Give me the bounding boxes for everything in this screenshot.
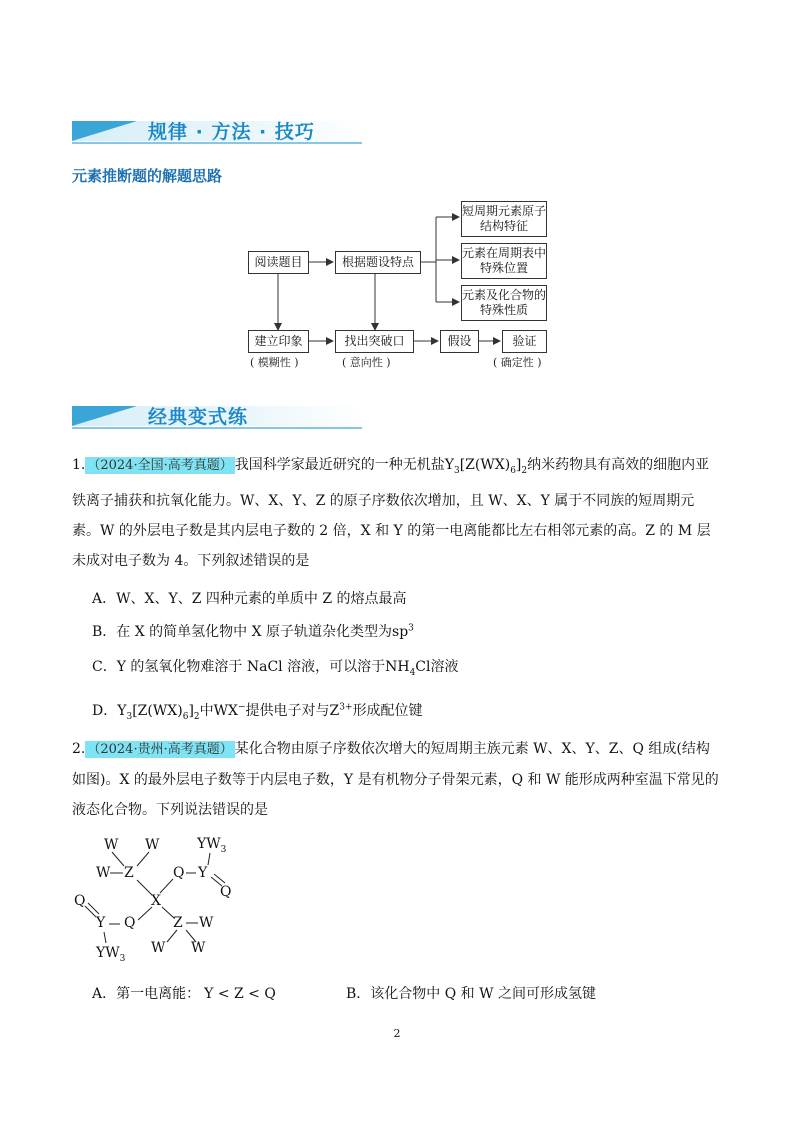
flow-box-impression: 建立印象 xyxy=(248,330,309,353)
group-yw3: $YW_3$ xyxy=(197,836,227,855)
option-c-text-b: 溶液 xyxy=(430,659,459,675)
question-text-b: 纳米药物具有高效的细胞内亚铁离子捕获和抗氧化能力。W、X、Y、Z 的原子序数依次增加，且 W、X、Y 属于不同族的短周期元素。W 的外层电子数是其内层电子数的 2 倍，X 和 Y 的第一电离能都比左右相邻元素的高。Z 的 M 层未成对电子数为 4。下列叙述错误的是 xyxy=(72,457,711,569)
q1-option-a: A．W、X、Y、Z 四种元素的单质中 Z 的熔点最高 xyxy=(92,591,407,607)
atom-y: Y xyxy=(96,915,106,931)
option-a-text: A．第一电离能： xyxy=(92,986,201,1002)
formula-salt: $Y_3[Z(WX)_6]_2$ xyxy=(444,457,528,476)
atom-w: W xyxy=(199,915,214,931)
option-d-text-c: 形成配位键 xyxy=(352,703,423,719)
option-d-text-b: 提供电子对与 xyxy=(245,703,330,719)
source-tag: （2024·贵州·高考真题） xyxy=(87,742,233,757)
atom-z: Z xyxy=(124,865,134,881)
q2-option-b: B．该化合物中 Q 和 W 之间可形成氢键 xyxy=(346,986,596,1002)
flow-box-features: 根据题设特点 xyxy=(335,251,421,274)
q2-option-a xyxy=(92,983,276,1003)
atom-q: Q xyxy=(173,865,185,881)
flow-box-assume: 假设 xyxy=(440,330,479,353)
atom-z: Z xyxy=(173,915,183,931)
q1-option-c: C．Y 的氢氧化物难溶于 NaCl 溶液，可以溶于$NH_4Cl$溶液 xyxy=(92,659,459,678)
section-title: 规律 · 方法 · 技巧 xyxy=(148,121,315,143)
atom-w: W xyxy=(104,837,119,853)
question-number: 1. xyxy=(72,457,86,473)
option-a-expr: Y < Z < Q xyxy=(204,986,276,1002)
caption-intent: ( 意向性 ) xyxy=(342,356,391,369)
atom-w: W xyxy=(151,940,166,956)
question-text-a: 我国科学家最近研究的一种无机盐 xyxy=(234,457,445,473)
page-number: 2 xyxy=(393,1027,401,1040)
atom-x: X xyxy=(151,893,161,909)
flow-box-read: 阅读题目 xyxy=(248,251,309,274)
atom-q: Q xyxy=(124,915,136,931)
group-yw3: $YW_3$ xyxy=(96,945,126,964)
flow-box-verify: 验证 xyxy=(502,330,547,353)
atom-w: W xyxy=(96,865,111,881)
atom-w: W xyxy=(145,837,160,853)
option-d-label: D． xyxy=(92,703,118,719)
q1-option-b: B．在 X 的简单氢化物中 X 原子轨道杂化类型为$sp^3$ xyxy=(92,623,414,640)
caption-certain: ( 确定性 ) xyxy=(493,356,542,369)
atom-w: W xyxy=(191,940,206,956)
section-title: 经典变式练 xyxy=(148,406,249,428)
flow-box-breakthrough: 找出突破口 xyxy=(335,330,414,353)
source-tag: （2024·全国·高考真题） xyxy=(87,458,233,473)
caption-fuzzy: ( 模糊性 ) xyxy=(250,356,299,369)
q1-option-d: D．$Y_3[Z(WX)_6]_2$中WX−提供电子对与$Z^{3+}$形成配位键 xyxy=(92,702,423,722)
question-number: 2. xyxy=(72,741,86,757)
flow-box-position: 元素在周期表中特殊位置 xyxy=(461,243,547,279)
flow-box-properties: 元素及化合物的特殊性质 xyxy=(461,285,547,321)
question-text: 某化合物由原子序数依次增大的短周期主族元素 W、X、Y、Z、Q 组成(结构如图)。X 的最外层电子数等于内层电子数，Y 是有机物分子骨架元素，Q 和 W 能形成两种室温下常见的液态化合物。下列说法错误的是 xyxy=(72,741,719,818)
flow-box-structure: 短周期元素原子结构特征 xyxy=(461,201,547,237)
option-b-text: B．在 X 的简单氢化物中 X 原子轨道杂化类型为sp xyxy=(92,624,409,640)
atom-q: Q xyxy=(74,893,86,909)
atom-y: Y xyxy=(198,865,208,881)
subheading: 元素推断题的解题思路 xyxy=(72,167,223,185)
atom-q: Q xyxy=(220,884,232,900)
option-d-text-a: 中 xyxy=(199,703,214,719)
option-c-text-a: C．Y 的氢氧化物难溶于 NaCl 溶液，可以溶于 xyxy=(92,659,386,675)
